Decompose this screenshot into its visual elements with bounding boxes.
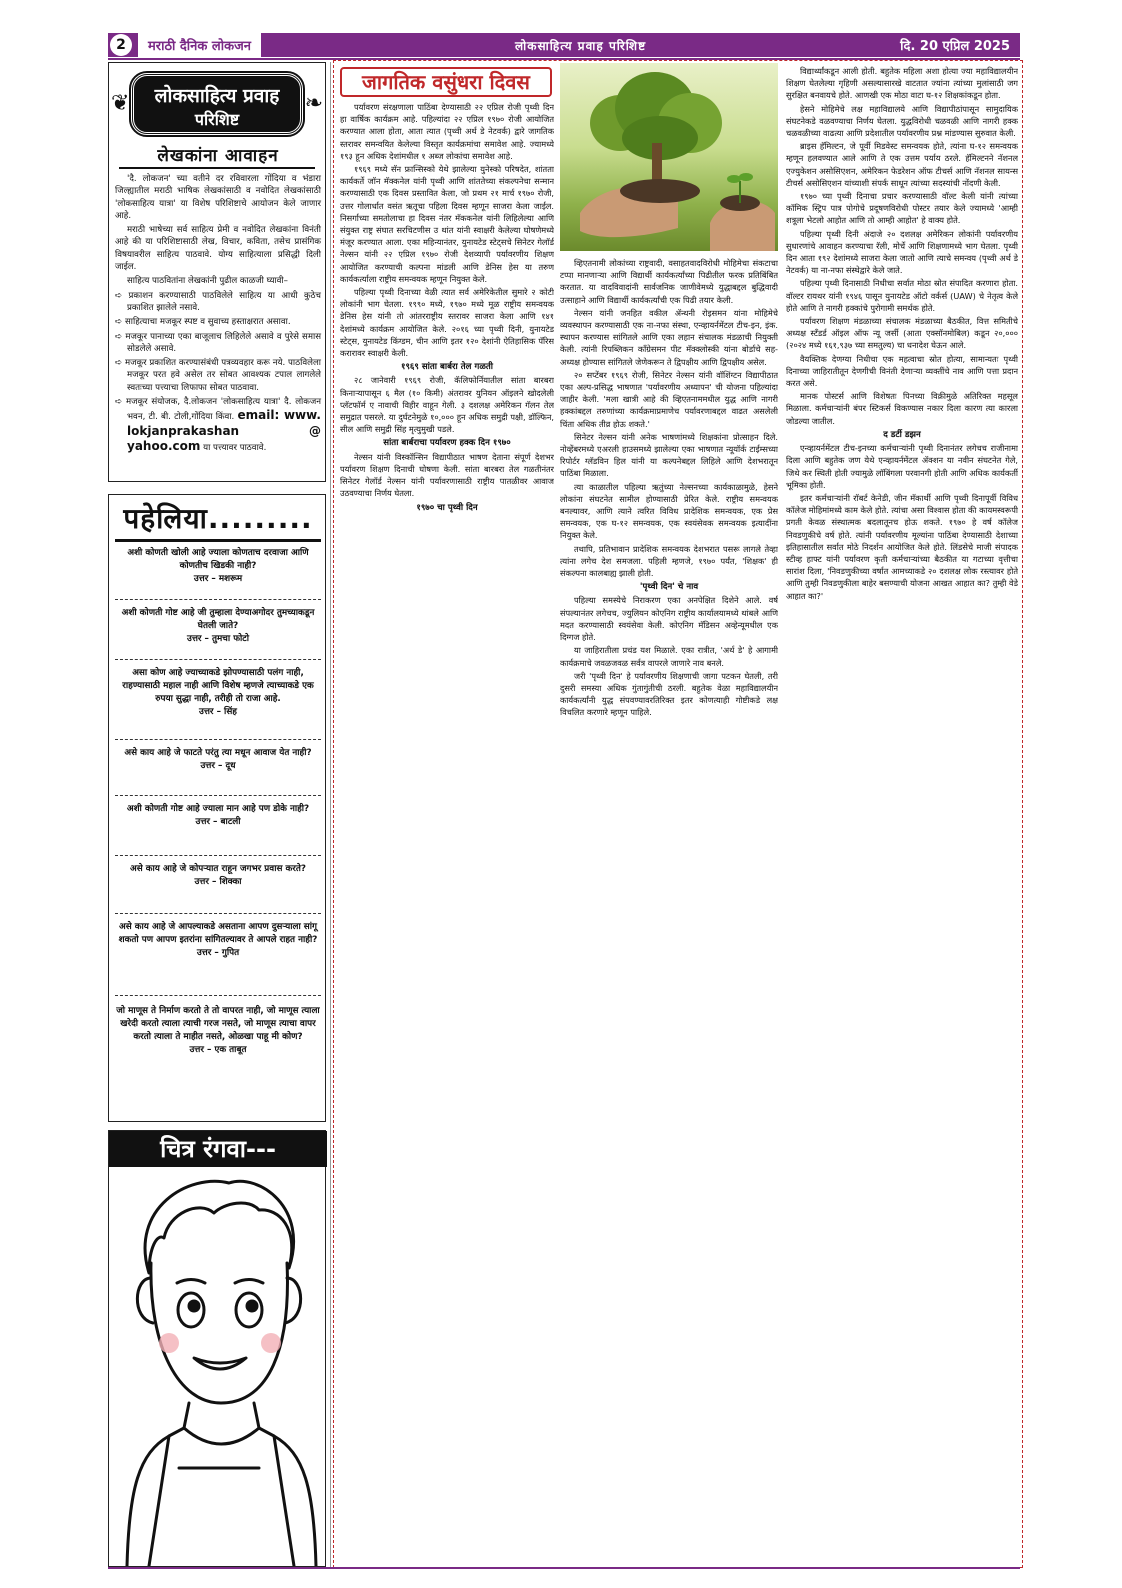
article-paragraph: पहिल्या पृथ्वी दिनासाठी निधीचा सर्वात मोठा स्रोत संपादित करणारा होता. वॉल्टर रायथर यांनी १९४६ पासून युनायटेड ऑटो वर्कर्स (UAW) चे नेतृत्व केले होते आणि ते नागरी हक्कांचे पुरोगामी समर्थक होते. — [786, 278, 1018, 313]
notice-email-tail: या पत्त्यावर पाठवावे. — [203, 442, 267, 453]
left-ornament-icon: ❦ — [111, 91, 130, 116]
riddle-1-answer: उत्तर – मशरूम — [193, 574, 243, 584]
riddle-divider — [115, 855, 321, 856]
article-column-2 — [560, 257, 778, 1565]
notice-rule-1 — [115, 290, 321, 315]
article-paragraph: विद्यार्थ्यांकडून आली होती. बहुतेक महिला अशा होत्या ज्या महाविद्यालयीन शिक्षण घेतलेल्या गृहिणी असल्यासारखे वाटतात ज्यांना त्यांच्या मुलांसाठी जग सुरक्षित बनवायचे होते. आणखी एक मोठा वाटा घ-१२ शिक्षकांकडून होता. — [786, 66, 1018, 101]
article-subheading: १९६९ सांता बार्बरा तेल गळती — [400, 362, 493, 373]
riddle-8 — [115, 1005, 321, 1057]
article-paragraph: सिनेटर नेल्सन यांनी अनेक भाषणांमध्ये शिक्षकांना प्रोत्साहन दिले. नोव्हेंबरमध्ये एअरली हाउसमध्ये झालेल्या एका भाषणात न्यूयॉर्क टाईम्सच्या रिपोर्टर ग्लॅडविन हिल यांनी या कल्पनेबद्दल लिहिले आणि देशभरातून पाठिंबा मिळाला. — [560, 431, 778, 479]
article-paragraph: पहिल्या समस्येचे निराकरण एका अनपेक्षित दिशेने आले. वर्ष संपल्यानंतर लगेचच, ज्युलियन कोएनिग राष्ट्रीय कार्यालयामध्ये थांबले आणि मदत करण्यासाठी स्वयंसेवा केली. कोएनिग मॅडिसन अव्हेन्यूमधील एक दिग्गज होते. — [560, 595, 778, 643]
article-paragraph: तथापि, प्रतिभावान प्रादेशिक समन्वयक देशभरात पसरू लागले तेव्हा त्यांना लगेच देश समजला. पहिली म्हणजे, १९७० पर्यंत, 'शिक्षक' ही संकल्पना कालबाह्य झाली होती. — [560, 543, 778, 579]
notice-intro: 'दै. लोकजन' च्या वतीने दर रविवारला गोंदिया व भंडारा जिल्ह्यातील मराठी भाषिक लेखकांसाठी व नवोदित लेखकांसाठी 'लोकसाहित्य यात्रा' या विशेष परिशिष्टाचे आयोजन केले जाणार आहे. — [115, 174, 321, 221]
article-paragraph: पर्यावरण संरक्षणाला पाठिंबा देण्यासाठी २२ एप्रिल रोजी पृथ्वी दिन हा वार्षिक कार्यक्रम आहे. पहिल्यांदा २२ एप्रिल १९७० रोजी आयोजित करण्यात आला होता, आता त्यात (पृथ्वी अर्थ डे नेटवर्क) द्वारे जागतिक स्तरावर समन्वयित केलेल्या विस्तृत कार्यक्रमांचा समावेश आहे. ज्यामध्ये १९३ हून अधिक देशांमधील १ अब्ज लोकांचा समावेश आहे. — [340, 102, 554, 161]
notice-contact — [115, 396, 321, 454]
supplement-title-badge — [131, 73, 303, 135]
article-paragraph: २० सप्टेंबर १९६९ रोजी, सिनेटर नेल्सन यांनी वॉशिंग्टन विद्यापीठात एका अल्प-प्रसिद्ध भाषणात 'पर्यावरणीय अध्यापन' ची योजना पहिल्यांदा जाहीर केली. 'मला खात्री आहे की व्हिएतनाममधील युद्ध आणि नागरी हक्कांबद्दल तरुणांच्या कार्यक्रमाप्रमाणेच पर्यावरणाबद्दल वाढत असलेली चिंता अधिक तीव्र होऊ शकते.' — [560, 369, 778, 429]
riddle-3-answer: उत्तर – सिंह — [199, 707, 237, 717]
notice-email[interactable]: email: www. lokjanprakashan @ yahoo.com — [127, 408, 321, 453]
riddle-4-answer: उत्तर – दूध — [200, 761, 236, 771]
article-paragraph: १९७० च्या पृथ्वी दिनाचा प्रचार करण्यासाठी वॉल्ट केली यांनी त्यांच्या कॉमिक स्ट्रिप पात्र पोगोचे प्रदूषणविरोधी पोस्टर तयार केले ज्यामध्ये 'आम्ही शत्रूला भेटलो आहोत आणि तो आम्ही आहोत' हे वाक्य होते. — [786, 191, 1018, 226]
riddle-4 — [115, 747, 321, 773]
riddle-divider — [115, 739, 321, 740]
riddle-divider — [115, 995, 321, 996]
article-column-1 — [340, 101, 554, 1565]
right-ornament-icon: ❧ — [304, 91, 323, 116]
riddle-3-question: असा कोण आहे ज्याच्याकडे झोपण्यासाठी पलंग नाही, राहण्यासाठी महाल नाही आणि विशेष म्हणजे त्याच्याकडे एक रुपया सुद्धा नाही, तरीही तो राजा आहे. — [122, 668, 314, 704]
article-paragraph: इतर कर्मचाऱ्यांनी रॉबर्ट केनेडी, जीन मॅकार्थी आणि पृथ्वी दिनापूर्वी विविध कॉलेज मोहिमांमध्ये काम केले होते. त्यांचा असा विश्वास होता की कायमस्वरूपी प्रगती केवळ संस्थात्मक बदलातूनच होऊ शकते. १९७० हे वर्ष कॉलेज निवडणुकीचे वर्ष होते. त्यांनी पर्यावरणीय मूल्यांना पाठिंबा देण्यासाठी देशाच्या इतिहासातील सर्वात मोठे निदर्शन आयोजित केले होते. लिंडसेचे माजी संपादक स्टीव्ह हाफ्ट यांनी पर्यावरण कृती कर्मचाऱ्यांच्या बैठकीत या गटाच्या वृत्तीचा सारांश दिला, 'निवडणुकीच्या वर्षात आमच्याकडे २० दशलक्ष लोक रस्त्यावर होते आणि तुम्ही निवडणुकीला बाहेर बसण्याची योजना आखत आहात का? तुम्ही वेडे आहात का?' — [786, 492, 1018, 601]
riddle-8-answer: उत्तर – एक ताबूत — [189, 1045, 247, 1055]
article-paragraph: या जाहिरातीला प्रचंड यश मिळाले. एका रात्रीत, 'अर्थ डे' हे आगामी कार्यक्रमाचे जवळजवळ सर्वत्र वापरले जाणारे नाव बनले. — [560, 645, 778, 668]
riddle-5-question: अशी कोणती गोष्ट आहे ज्याला मान आहे पण डोके नाही? — [126, 804, 310, 814]
notice-para3: साहित्य पाठवितांना लेखकांनी पुढील काळजी घ्यावी– — [127, 276, 288, 287]
riddle-2-question: अशी कोणती गोष्ट आहे जी तुम्हाला देण्याअगोदर तुमच्याकडून घेतली जाते? — [121, 608, 315, 631]
riddle-7-question: असे काय आहे जे आपल्याकडे असताना आपण दुसऱ्याला सांगू शकतो पण आपण इतरांना सांगितल्यावर ते आपले राहत नाही? — [118, 922, 318, 945]
riddle-5-answer: उत्तर – बाटली — [195, 817, 241, 827]
hands-tree-photo — [560, 63, 778, 251]
footer-rule — [108, 1567, 1020, 1569]
notice-heading-rule — [119, 167, 315, 169]
riddle-6 — [115, 863, 321, 889]
left-column — [108, 62, 326, 1567]
article-paragraph: २८ जानेवारी १९६९ रोजी, कॅलिफोर्नियातील सांता बारबरा किनाऱ्यापासून ६ मैल (१० किमी) अंतरावर युनियन ऑइलने खोदलेली प्लॅटफॉर्म ए नावाची विहीर वाहून गेली. ३ दशलक्ष अमेरिकन गॅलन तेल समुद्रात पसरले. या दुर्घटनेमुळे १०,००० हून अधिक समुद्री पक्षी, डॉल्फिन, सील आणि समुद्री सिंह मृत्युमुखी पडले. — [340, 375, 554, 435]
article-paragraph: नेल्सन यांनी विस्कॉन्सिन विद्यापीठात भाषण देताना संपूर्ण देशभर पर्यावरण शिक्षण दिनाची घोषणा केली. सांता बारबरा तेल गळतीनंतर सिनेटर गेलॉर्ड नेल्सन यांनी पर्यावरणासाठी राष्ट्रीय पातळीवर आवाज उठवण्याचा निर्णय घेतला. — [340, 451, 554, 499]
riddle-2-answer: उत्तर – तुमचा फोटो — [187, 634, 249, 644]
article-paragraph: पर्यावरण शिक्षण मंडळाच्या संचालक मंडळाच्या बैठकीत, वित्त समितीचे अध्यक्ष स्टँडर्ड ऑइल ऑफ न्यू जर्सी (आता एक्सॉनमोबिल) कडून २०,००० (२०२४ मध्ये १६१,९३७ च्या समतुल्य) चा धनादेश घेऊन आले. — [786, 316, 1018, 351]
riddle-3 — [115, 667, 321, 719]
notice-rule-2 — [115, 316, 321, 328]
column-separator — [330, 62, 331, 1567]
riddle-4-question: असे काय आहे जे फाटते परंतु त्या मधून आवाज येत नाही? — [124, 748, 312, 758]
notice-rule-3-text: मजकूर पानाच्या एका बाजूलाच लिहिलेले असावे व पुरेसे समास सोडलेले असावे. — [125, 331, 322, 354]
supplement-title-line2: परिशिष्ट — [194, 110, 240, 129]
puzzles-box — [108, 494, 326, 1122]
arrow-icon: ➪ — [115, 317, 125, 328]
coloring-box — [108, 1130, 326, 1567]
article-paragraph: एन्व्हायर्नमेंटल टीच-इनच्या कर्मचाऱ्यांनी पृथ्वी दिनानंतर लगेचच राजीनामा दिला आणि बहुतेक जण येथे एन्व्हायर्नमेंटल ॲक्शन या नवीन संघटनेत गेले, जिथे कर स्थिती होती ज्यामुळे लॉबिंगला परवानगी होती आणि अधिक कार्यकर्ती भूमिका होती. — [786, 443, 1018, 490]
arrow-icon: ➪ — [115, 290, 129, 301]
tree-in-hands-icon — [560, 63, 778, 251]
earth-day-article — [333, 60, 1023, 1568]
coloring-title: चित्र रंगवा--- — [109, 1131, 327, 1167]
notice-contact-text: मजकूर संयोजक, दै.लोकजन 'लोकसाहित्य यात्रा' दै. लोकजन भवन, टी. बी. टोली,गोंदिया किंवा. — [125, 397, 322, 423]
riddle-1 — [115, 547, 321, 586]
article-paragraph: हेसने मोहिमेचे लक्ष महाविद्यालये आणि विद्यापीठांपासून सामुदायिक संघटनेकडे वळवण्याचा निर्णय घेतला. युद्धविरोधी चळवळी आणि नागरी हक्क चळवळीच्या वाढत्या आणि प्रदेशातील पर्यावरणीय प्रश्न मांडण्यास सुरुवात केली. — [786, 103, 1018, 139]
article-column-3 — [786, 65, 1018, 1565]
page-header — [108, 33, 1020, 57]
writers-notice-box — [108, 62, 326, 482]
riddle-8-question: जो माणूस ते निर्माण करतो ते तो वापरत नाही, जो माणूस त्याला खरेदी करतो त्याला त्याची गरज नसते, जो माणूस त्याचा वापर करतो त्याला ते माहीत नसते, ओळखा पाहू मी कोण? — [116, 1006, 320, 1042]
issue-date: दि. 20 एप्रिल 2025 — [900, 39, 1010, 54]
notice-rule-4 — [115, 357, 321, 394]
article-title: जागतिक वसुंधरा दिवस — [340, 67, 552, 97]
article-paragraph: ब्राइस हॅमिल्टन, जे पूर्वी मिडवेस्ट समन्वयक होते, त्यांना घ-१२ समन्वयक म्हणून हलवण्यात आले आणि ते एक उत्तम पर्याय ठरले. हॅमिल्टनने नॅशनल एज्युकेशन असोसिएशन, अमेरिकन फेडरेशन ऑफ टीचर्स आणि नॅशनल सायन्स टीचर्स असोसिएशन यांच्याशी संपर्क साधून त्यांच्या सदस्यांची नोंदणी केली. — [786, 141, 1018, 188]
arrow-icon: ➪ — [115, 358, 125, 369]
section-name: लोकसाहित्य प्रवाह परिशिष्ट — [515, 38, 647, 53]
arrow-icon: ➪ — [115, 331, 126, 342]
riddle-6-answer: उत्तर – शिक्का — [194, 877, 242, 887]
paper-name: मराठी दैनिक लोकजन — [138, 33, 261, 57]
article-paragraph: व्हिएतनामी लोकांच्या राष्ट्रवादी, वसाहतवादविरोधी मोहिमेचा संकटाचा टप्पा मानणाऱ्या आणि विद्यार्थी कार्यकर्त्यांच्या पिढीतील फरक प्रतिबिंबित करतात. या वादविवादांनी सार्वजनिक जाणीवेमध्ये युद्धाबद्दल बुद्धिवादी उत्साहाने आणि विद्यार्थी कार्यकर्त्यांची एक पिढी तयार केली. — [560, 258, 778, 305]
riddle-divider — [115, 599, 321, 600]
article-paragraph: पहिल्या पृथ्वी दिनाच्या वेळी त्यात सर्व अमेरिकेतील सुमारे २ कोटी लोकांनी भाग घेतला. १९९० मध्ये, १९७० मध्ये मूळ राष्ट्रीय समन्वयक डेनिस हेस यांनी तो आंतरराष्ट्रीय स्तरावर साजरा केला आणि १४१ देशांमध्ये कार्यक्रम आयोजित केले. २०१६ च्या पृथ्वी दिनी, युनायटेड स्टेट्स, युनायटेड किंग्डम, चीन आणि इतर १२० देशांनी ऐतिहासिक पॅरिस करारावर स्वाक्षरी केली. — [340, 287, 554, 359]
notice-body — [115, 173, 321, 456]
article-subheading: १९७० चा पृथ्वी दिन — [416, 502, 478, 513]
riddle-divider — [115, 659, 321, 660]
article-subheading: द डर्टी डझन — [883, 429, 921, 440]
article-paragraph: नेल्सन यांनी जनहित वकील ॲन्थनी रोइसमन यांना मोहिमेचे व्यवस्थापन करण्यासाठी एक ना-नफा संस्था, एन्व्हायर्नमेंटल टीच-इन, इंक. स्थापन करण्यास सांगितले आणि एका लहान संचालक मंडळाची नियुक्ती केली. त्यांनी रिपब्लिकन काँग्रेसमन पीट मॅक्क्लोस्की यांना बोर्डाचे सह-अध्यक्ष होण्यास सांगितले जेणेकरून ते द्विपक्षीय आणि द्विपक्षीय असेल. — [560, 307, 778, 367]
article-paragraph: १९६९ मध्ये सॅन फ्रान्सिस्को येथे झालेल्या युनेस्को परिषदेत, शांतता कार्यकर्ते जॉन मॅक्कनेल यांनी पृथ्वी आणि शांततेच्या संकल्पनेचा सन्मान करण्यासाठी एक दिवस प्रस्तावित केला, जो प्रथम २१ मार्च १९७० रोजी, उत्तर गोलार्धात वसंत ऋतूचा पहिला दिवस म्हणून साजरा केला जाईल. निसर्गाच्या समतोलाचा हा दिवस नंतर मॅककनेल यांनी लिहिलेल्या आणि संयुक्त राष्ट्र संघात सरचिटणीस उ थांत यांनी स्वाक्षरी केलेल्या घोषणेमध्ये मंजूर करण्यात आला. एका महिन्यानंतर, युनायटेड स्टेट्सचे सिनेटर गेलॉर्ड नेल्सन यांनी २२ एप्रिल १९७० रोजी देशव्यापी पर्यावरणीय शिक्षण आयोजित करण्याची कल्पना मांडली आणि डेनिस हेस या तरुण कार्यकर्त्याला राष्ट्रीय समन्वयक म्हणून नियुक्त केले. — [340, 164, 554, 284]
article-paragraph: पहिल्या पृथ्वी दिनी अंदाजे २० दशलक्ष अमेरिकन लोकांनी पर्यावरणीय सुधारणांचे आवाहन करण्याचा रॅली, मोर्चे आणि शिक्षणामध्ये भाग घेतला. पृथ्वी दिन आता १९२ देशांमध्ये साजरा केला जातो आणि त्याचे समन्वय (पृथ्वी अर्थ डे नेटवर्क) या ना-नफा संस्थेद्वारे केले जाते. — [786, 228, 1018, 276]
riddle-divider — [115, 913, 321, 914]
notice-rule-2-text: साहित्याचा मजकूर स्पष्ट व सुवाच्य हस्ताक्षरात असावा. — [124, 317, 291, 328]
arrow-icon: ➪ — [115, 397, 126, 408]
page-number: 2 — [110, 34, 132, 56]
riddle-2 — [115, 607, 321, 646]
notice-rule-1-text: प्रकाशन करण्यासाठी पाठविलेले साहित्य या आधी कुठेच प्रकाशित झालेले नसावे. — [127, 290, 321, 313]
article-paragraph: त्या काळातील पहिल्या ऋतुंच्या नेल्सनच्या कार्यकाळामुळे, हेसने लोकांना संघटनेत सामील होण्यासाठी प्रेरित केले. राष्ट्रीय समन्वयक बनल्यावर, आणि त्याने त्वरित विविध प्रादेशिक समन्वयक, एक प्रेस समन्वयक, एक घ-१२ समन्वयक, एक स्वयंसेवक समन्वयक इत्यादींना नियुक्त केले. — [560, 481, 778, 541]
riddle-7 — [115, 921, 321, 960]
article-subheading: सांता बार्बराचा पर्यावरण हक्क दिन १९७० — [383, 438, 511, 449]
notice-para2: मराठी भाषेच्या सर्व साहित्य प्रेमी व नवोदित लेखकांना विनंती आहे की या परिशिष्टासाठी लेख, विचार, कविता, तसेच प्रासंगिक विषयावरील साहित्य पाठवावे. योग्य साहित्याला प्रसिद्धी दिली जाईल. — [115, 225, 321, 273]
article-paragraph: जरी 'पृथ्वी दिन' हे पर्यावरणीय शिक्षणाची जागा पटकन घेतली, तरी दुसरी समस्या अधिक गुंतागुंतीची ठरली. बहुतेक वेळा महाविद्यालयीन कार्यकर्त्यांनी युद्ध संपवण्यावरतिरिक्त इतर कोणत्याही गोष्टीकडे लक्ष विचलित करणारे म्हणून पाहिले. — [560, 670, 778, 718]
notice-rule-4-text: मजकूर प्रकाशित करण्यासंबंधी पत्रव्यवहार करू नये. पाठविलेला मजकूर परत हवे असेल तर सोबत आवश्यक टपाल लागलेले स्वतःच्या पत्त्याचा लिफाफा सोबत पाठवावा. — [124, 358, 321, 393]
puzzles-title-rule — [115, 539, 321, 542]
article-subheading: 'पृथ्वी दिन' चे नाव — [639, 582, 699, 593]
puzzles-title: पहेलिया......... — [123, 502, 313, 535]
article-paragraph: मानक पोस्टर्स आणि विशेषतः पिनच्या विक्रीमुळे अतिरिक्त महसूल मिळाला. कर्मचाऱ्यांनी बंपर स्टिकर्स विकण्यास नकार दिला कारण त्या कारला जोडल्या जातील. — [786, 391, 1018, 426]
riddle-6-question: असे काय आहे जे कोपऱ्यात राहून जगभर प्रवास करते? — [130, 864, 306, 874]
riddle-5 — [115, 803, 321, 829]
riddle-divider — [115, 795, 321, 796]
boy-coloring-icon — [109, 1168, 325, 1566]
supplement-title-line1: लोकसाहित्य प्रवाह — [154, 85, 280, 107]
notice-heading: लेखकांना आवाहन — [157, 146, 279, 166]
riddle-1-question: अशी कोणती खोली आहे ज्याला कोणताच दरवाजा आणि कोणतीच खिडकी नाही? — [127, 548, 309, 571]
riddle-7-answer: उत्तर – गुपित — [196, 948, 240, 958]
notice-rule-3 — [115, 331, 321, 356]
article-paragraph: वैयक्तिक देणग्या निधीचा एक महत्वाचा स्रोत होत्या, सामान्यतः पृथ्वी दिनाच्या जाहिरातीतून देणगीची विनंती देणाऱ्या व्यक्तींचे नाव आणि पत्ता प्रदान करत असे. — [786, 353, 1018, 389]
